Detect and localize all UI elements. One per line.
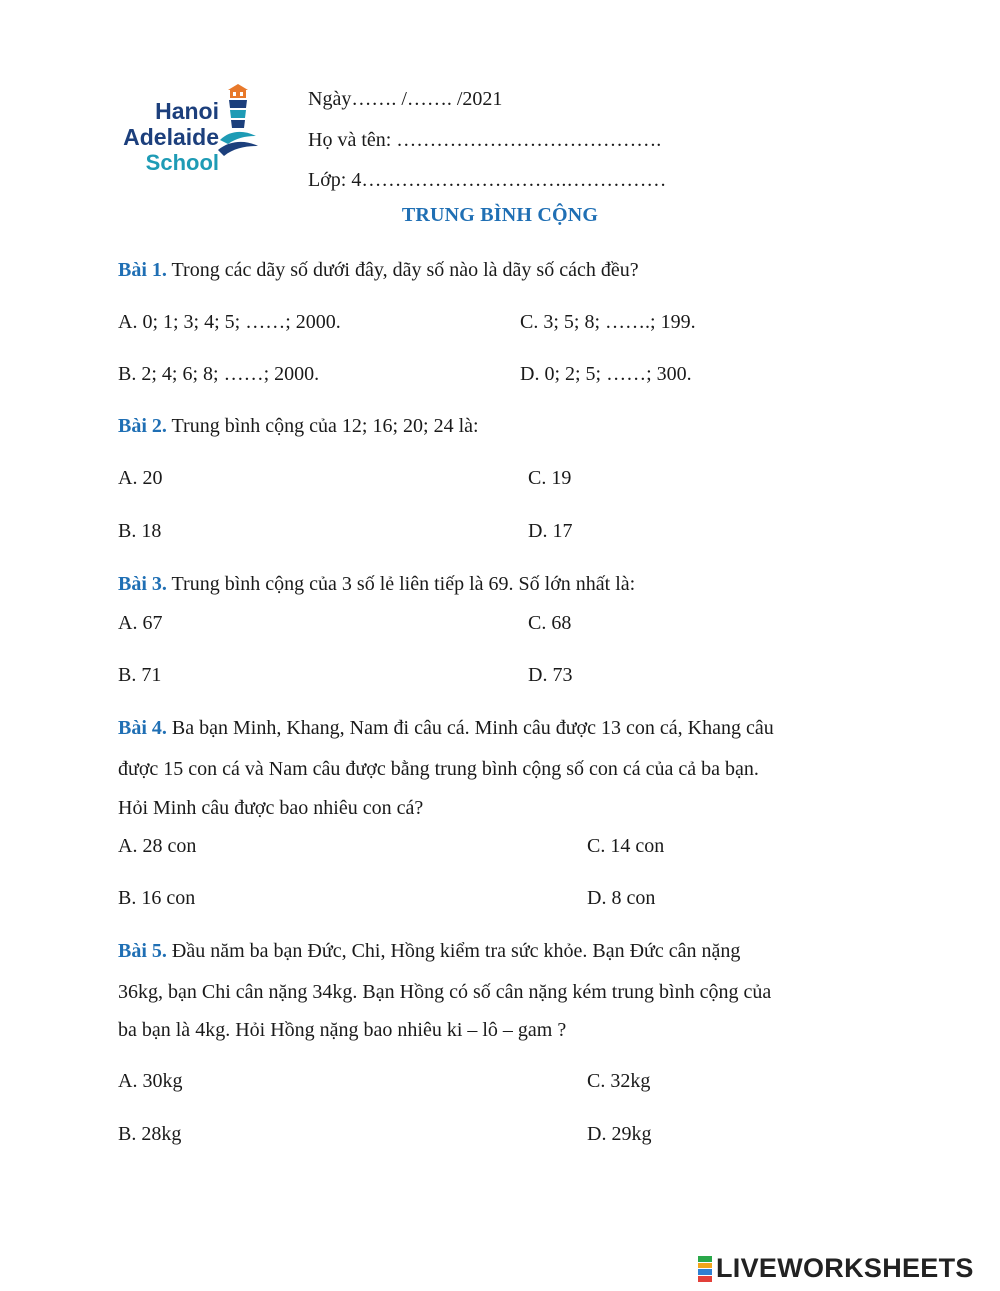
logo-line-adelaide: Adelaide bbox=[123, 124, 219, 150]
question-1 bbox=[118, 258, 639, 282]
question-5-label: Bài 5. bbox=[118, 940, 167, 962]
question-4 bbox=[118, 716, 774, 740]
question-2-option-b[interactable]: B. 18 bbox=[118, 520, 162, 542]
question-4-option-a[interactable]: A. 28 con bbox=[118, 835, 197, 857]
lighthouse-logo-icon bbox=[216, 84, 260, 160]
question-4-option-b[interactable]: B. 16 con bbox=[118, 887, 196, 909]
question-4-option-c[interactable]: C. 14 con bbox=[587, 835, 665, 857]
question-2 bbox=[118, 414, 479, 438]
class-line: Lớp: 4………………………….…………… bbox=[308, 169, 667, 191]
question-5-option-d[interactable]: D. 29kg bbox=[587, 1123, 652, 1145]
question-4-text-line-3: Hỏi Minh câu được bao nhiêu con cá? bbox=[118, 797, 424, 819]
question-5 bbox=[118, 939, 740, 963]
student-name-line: Họ và tên: …………………………………. bbox=[308, 129, 662, 151]
liveworksheets-brand: LIVEWORKSHEETS bbox=[716, 1253, 974, 1283]
question-2-option-c[interactable]: C. 19 bbox=[528, 467, 572, 489]
question-4-text-line-1: Ba bạn Minh, Khang, Nam đi câu cá. Minh câu được 13 con cá, Khang câu bbox=[171, 717, 774, 739]
question-1-option-c[interactable]: C. 3; 5; 8; …….; 199. bbox=[520, 311, 696, 333]
question-3-option-c[interactable]: C. 68 bbox=[528, 612, 572, 634]
question-5-option-a[interactable]: A. 30kg bbox=[118, 1070, 183, 1092]
question-2-option-d[interactable]: D. 17 bbox=[528, 520, 573, 542]
logo-line-school: School bbox=[145, 150, 219, 175]
logo-line-hanoi: Hanoi bbox=[155, 98, 219, 124]
question-3-option-a[interactable]: A. 67 bbox=[118, 612, 163, 634]
question-4-text-line-2: được 15 con cá và Nam câu được bằng trung bình cộng số con cá của cả ba bạn. bbox=[118, 758, 759, 780]
liveworksheets-badge-icon bbox=[698, 1256, 712, 1282]
question-2-label: Bài 2. bbox=[118, 415, 167, 437]
question-3-text: Trung bình cộng của 3 số lẻ liên tiếp là 69. Số lớn nhất là: bbox=[171, 573, 636, 595]
question-5-text-line-3: ba bạn là 4kg. Hỏi Hồng nặng bao nhiêu ki – lô – gam ? bbox=[118, 1019, 567, 1041]
question-1-text: Trong các dãy số dưới đây, dãy số nào là dãy số cách đều? bbox=[171, 259, 639, 281]
school-logo-text bbox=[109, 98, 219, 176]
question-3 bbox=[118, 572, 635, 596]
question-3-label: Bài 3. bbox=[118, 573, 167, 595]
question-1-label: Bài 1. bbox=[118, 259, 167, 281]
question-4-label: Bài 4. bbox=[118, 717, 167, 739]
page-title: TRUNG BÌNH CỘNG bbox=[401, 204, 599, 226]
question-1-option-b[interactable]: B. 2; 4; 6; 8; ……; 2000. bbox=[118, 363, 320, 385]
question-5-text-line-2: 36kg, bạn Chi cân nặng 34kg. Bạn Hồng có số cân nặng kém trung bình cộng của bbox=[118, 981, 772, 1003]
question-3-option-b[interactable]: B. 71 bbox=[118, 664, 162, 686]
question-5-option-c[interactable]: C. 32kg bbox=[587, 1070, 651, 1092]
question-4-option-d[interactable]: D. 8 con bbox=[587, 887, 656, 909]
question-1-option-a[interactable]: A. 0; 1; 3; 4; 5; ……; 2000. bbox=[118, 311, 341, 333]
question-1-option-d[interactable]: D. 0; 2; 5; ……; 300. bbox=[520, 363, 692, 385]
question-3-option-d[interactable]: D. 73 bbox=[528, 664, 573, 686]
question-2-option-a[interactable]: A. 20 bbox=[118, 467, 163, 489]
question-5-option-b[interactable]: B. 28kg bbox=[118, 1123, 182, 1145]
date-line: Ngày……. /……. /2021 bbox=[308, 88, 503, 110]
question-2-text: Trung bình cộng của 12; 16; 20; 24 là: bbox=[171, 415, 479, 437]
question-5-text-line-1: Đầu năm ba bạn Đức, Chi, Hồng kiểm tra sức khỏe. Bạn Đức cân nặng bbox=[171, 940, 741, 962]
